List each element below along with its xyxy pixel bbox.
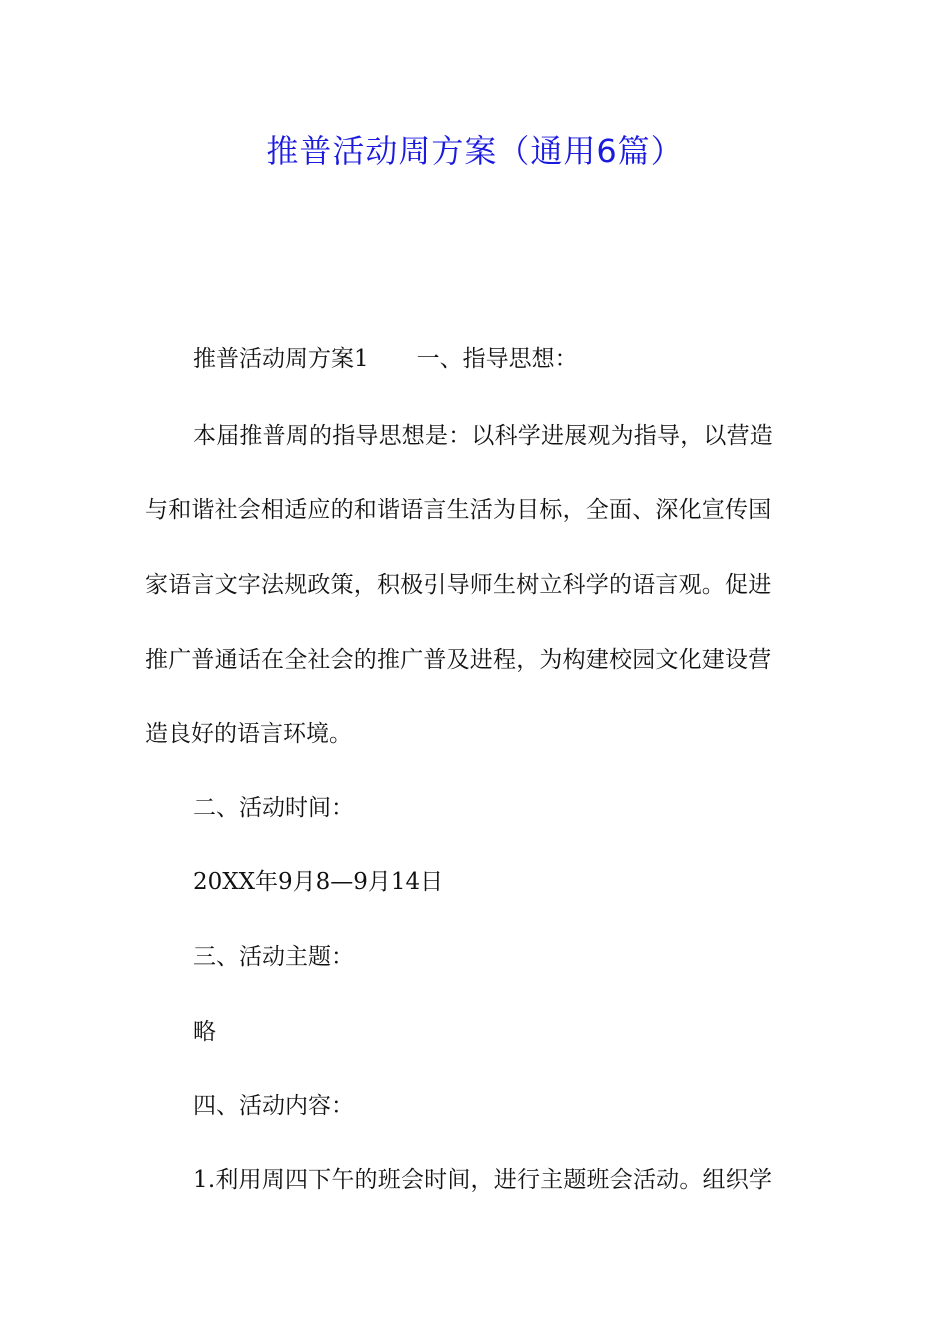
paragraph-line: 与和谐社会相适应的和谐语言生活为目标，全面、深化宣传国 [145,497,772,523]
heading-line [193,343,810,375]
paragraph-line: 造良好的语言环境。 [145,721,352,747]
paragraph-line: 家语言文字法规政策，积极引导师生树立科学的语言观。促进 [145,572,772,598]
paragraph-line: 推广普通话在全社会的推广普及进程，为构建校园文化建设营 [145,647,772,673]
activity-date: 20XX年9月8—9月14日 [193,869,444,895]
paragraph-line: 本届推普周的指导思想是：以科学进展观为指导，以营造 [193,423,773,449]
section-heading-content: 四、活动内容： [193,1093,354,1119]
document-title: 推普活动周方案（通用6篇） [266,132,684,170]
section-heading-theme: 三、活动主题： [193,944,354,970]
section-heading-time: 二、活动时间： [193,795,354,821]
section-heading-guiding-thought: 一、指导思想： [416,346,578,372]
plan-heading: 推普活动周方案1 [193,346,369,372]
content-item-1: 1.利用周四下午的班会时间，进行主题班会活动。组织学 [193,1167,773,1193]
theme-body: 略 [193,1019,216,1045]
